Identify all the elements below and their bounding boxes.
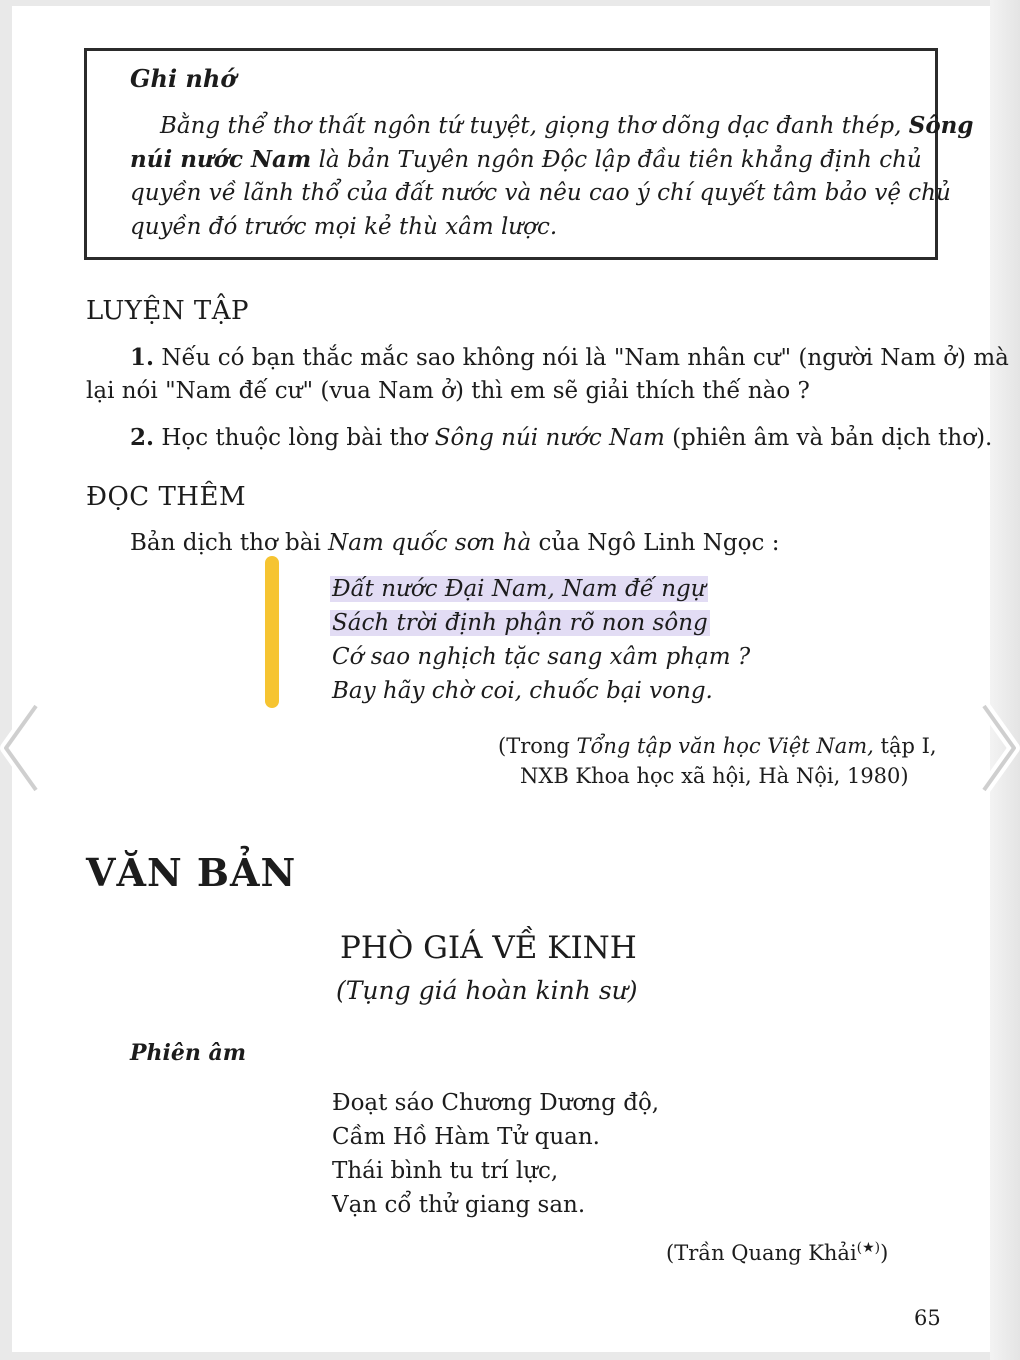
question-1-line-1 [130, 344, 1009, 371]
citation-text: tập I, [880, 734, 937, 758]
question-2 [130, 424, 992, 451]
previous-page-button[interactable] [0, 700, 50, 796]
chevron-right-icon [970, 700, 1020, 796]
memo-line-2 [130, 146, 922, 173]
poem-name: Sông núi nước Nam [434, 425, 665, 451]
memo-line-4: quyền đó trước mọi kẻ thù xâm lược. [130, 214, 558, 240]
memo-bold-text: núi nước Nam [130, 146, 312, 173]
footnote-mark: (★) [856, 1240, 881, 1256]
highlighted-text[interactable]: Sách trời định phận rõ non sông [332, 610, 708, 636]
doc-them-intro [130, 530, 779, 556]
translated-poem-line-3: Cớ sao nghịch tặc sang xâm phạm ? [332, 644, 751, 670]
yellow-marker-annotation [265, 556, 279, 708]
author-credit [666, 1240, 888, 1265]
author-close: ) [880, 1241, 889, 1265]
page-number: 65 [914, 1306, 941, 1330]
memo-line-1 [160, 112, 973, 139]
translated-poem-line-1[interactable] [330, 576, 708, 602]
next-page-button[interactable] [970, 700, 1020, 796]
poem-title: PHÒ GIÁ VỀ KINH [340, 930, 637, 966]
memo-bold-text: Sông [908, 112, 974, 139]
citation-text: (Trong [498, 734, 570, 758]
van-ban-heading: VĂN BẢN [86, 850, 297, 895]
page-edge [990, 0, 1020, 1360]
question-text: Nếu có bạn thắc mắc sao không nói là "Nam nhân cư" (người Nam ở) mà [161, 345, 1009, 371]
luyen-tap-heading: LUYỆN TẬP [86, 296, 250, 326]
intro-text: Bản dịch thơ bài [130, 530, 321, 556]
memo-text: Bằng thể thơ thất ngôn tứ tuyệt, giọng thơ dõng dạc đanh thép, [160, 113, 902, 139]
phien-am-line-4: Vạn cổ thử giang san. [332, 1192, 586, 1218]
intro-text: của Ngô Linh Ngọc : [538, 530, 780, 556]
doc-them-heading: ĐỌC THÊM [86, 482, 247, 512]
chevron-left-icon [0, 700, 50, 796]
phien-am-line-1: Đoạt sáo Chương Dương độ, [332, 1090, 660, 1116]
question-number: 2. [130, 424, 155, 451]
phien-am-line-2: Cầm Hồ Hàm Tử quan. [332, 1124, 600, 1150]
memo-title: Ghi nhớ [130, 64, 237, 93]
question-1-line-2: lại nói "Nam đế cư" (vua Nam ở) thì em sẽ giải thích thế nào ? [86, 378, 810, 404]
citation-book: Tổng tập văn học Việt Nam, [576, 734, 874, 758]
author-name: (Trần Quang Khải [666, 1241, 857, 1265]
translated-poem-line-2[interactable] [330, 610, 710, 636]
poem-subtitle: (Tụng giá hoàn kinh sư) [336, 976, 638, 1005]
highlighted-text[interactable]: Đất nước Đại Nam, Nam đế ngự [332, 576, 706, 602]
translated-poem-line-4: Bay hãy chờ coi, chuốc bại vong. [332, 678, 713, 704]
phien-am-line-3: Thái bình tu trí lực, [332, 1158, 559, 1184]
question-number: 1. [130, 344, 155, 371]
source-citation-line-1 [498, 734, 937, 758]
memo-text: là bản Tuyên ngôn Độc lập đầu tiên khẳng định chủ [318, 147, 922, 173]
memo-line-3: quyền về lãnh thổ của đất nước và nêu cao ý chí quyết tâm bảo vệ chủ [130, 180, 951, 206]
question-text: (phiên âm và bản dịch thơ). [672, 425, 993, 451]
source-citation-line-2: NXB Khoa học xã hội, Hà Nội, 1980) [520, 764, 909, 788]
phien-am-label: Phiên âm [130, 1040, 247, 1066]
question-text: Học thuộc lòng bài thơ [161, 425, 428, 451]
poem-name: Nam quốc sơn hà [328, 530, 532, 556]
